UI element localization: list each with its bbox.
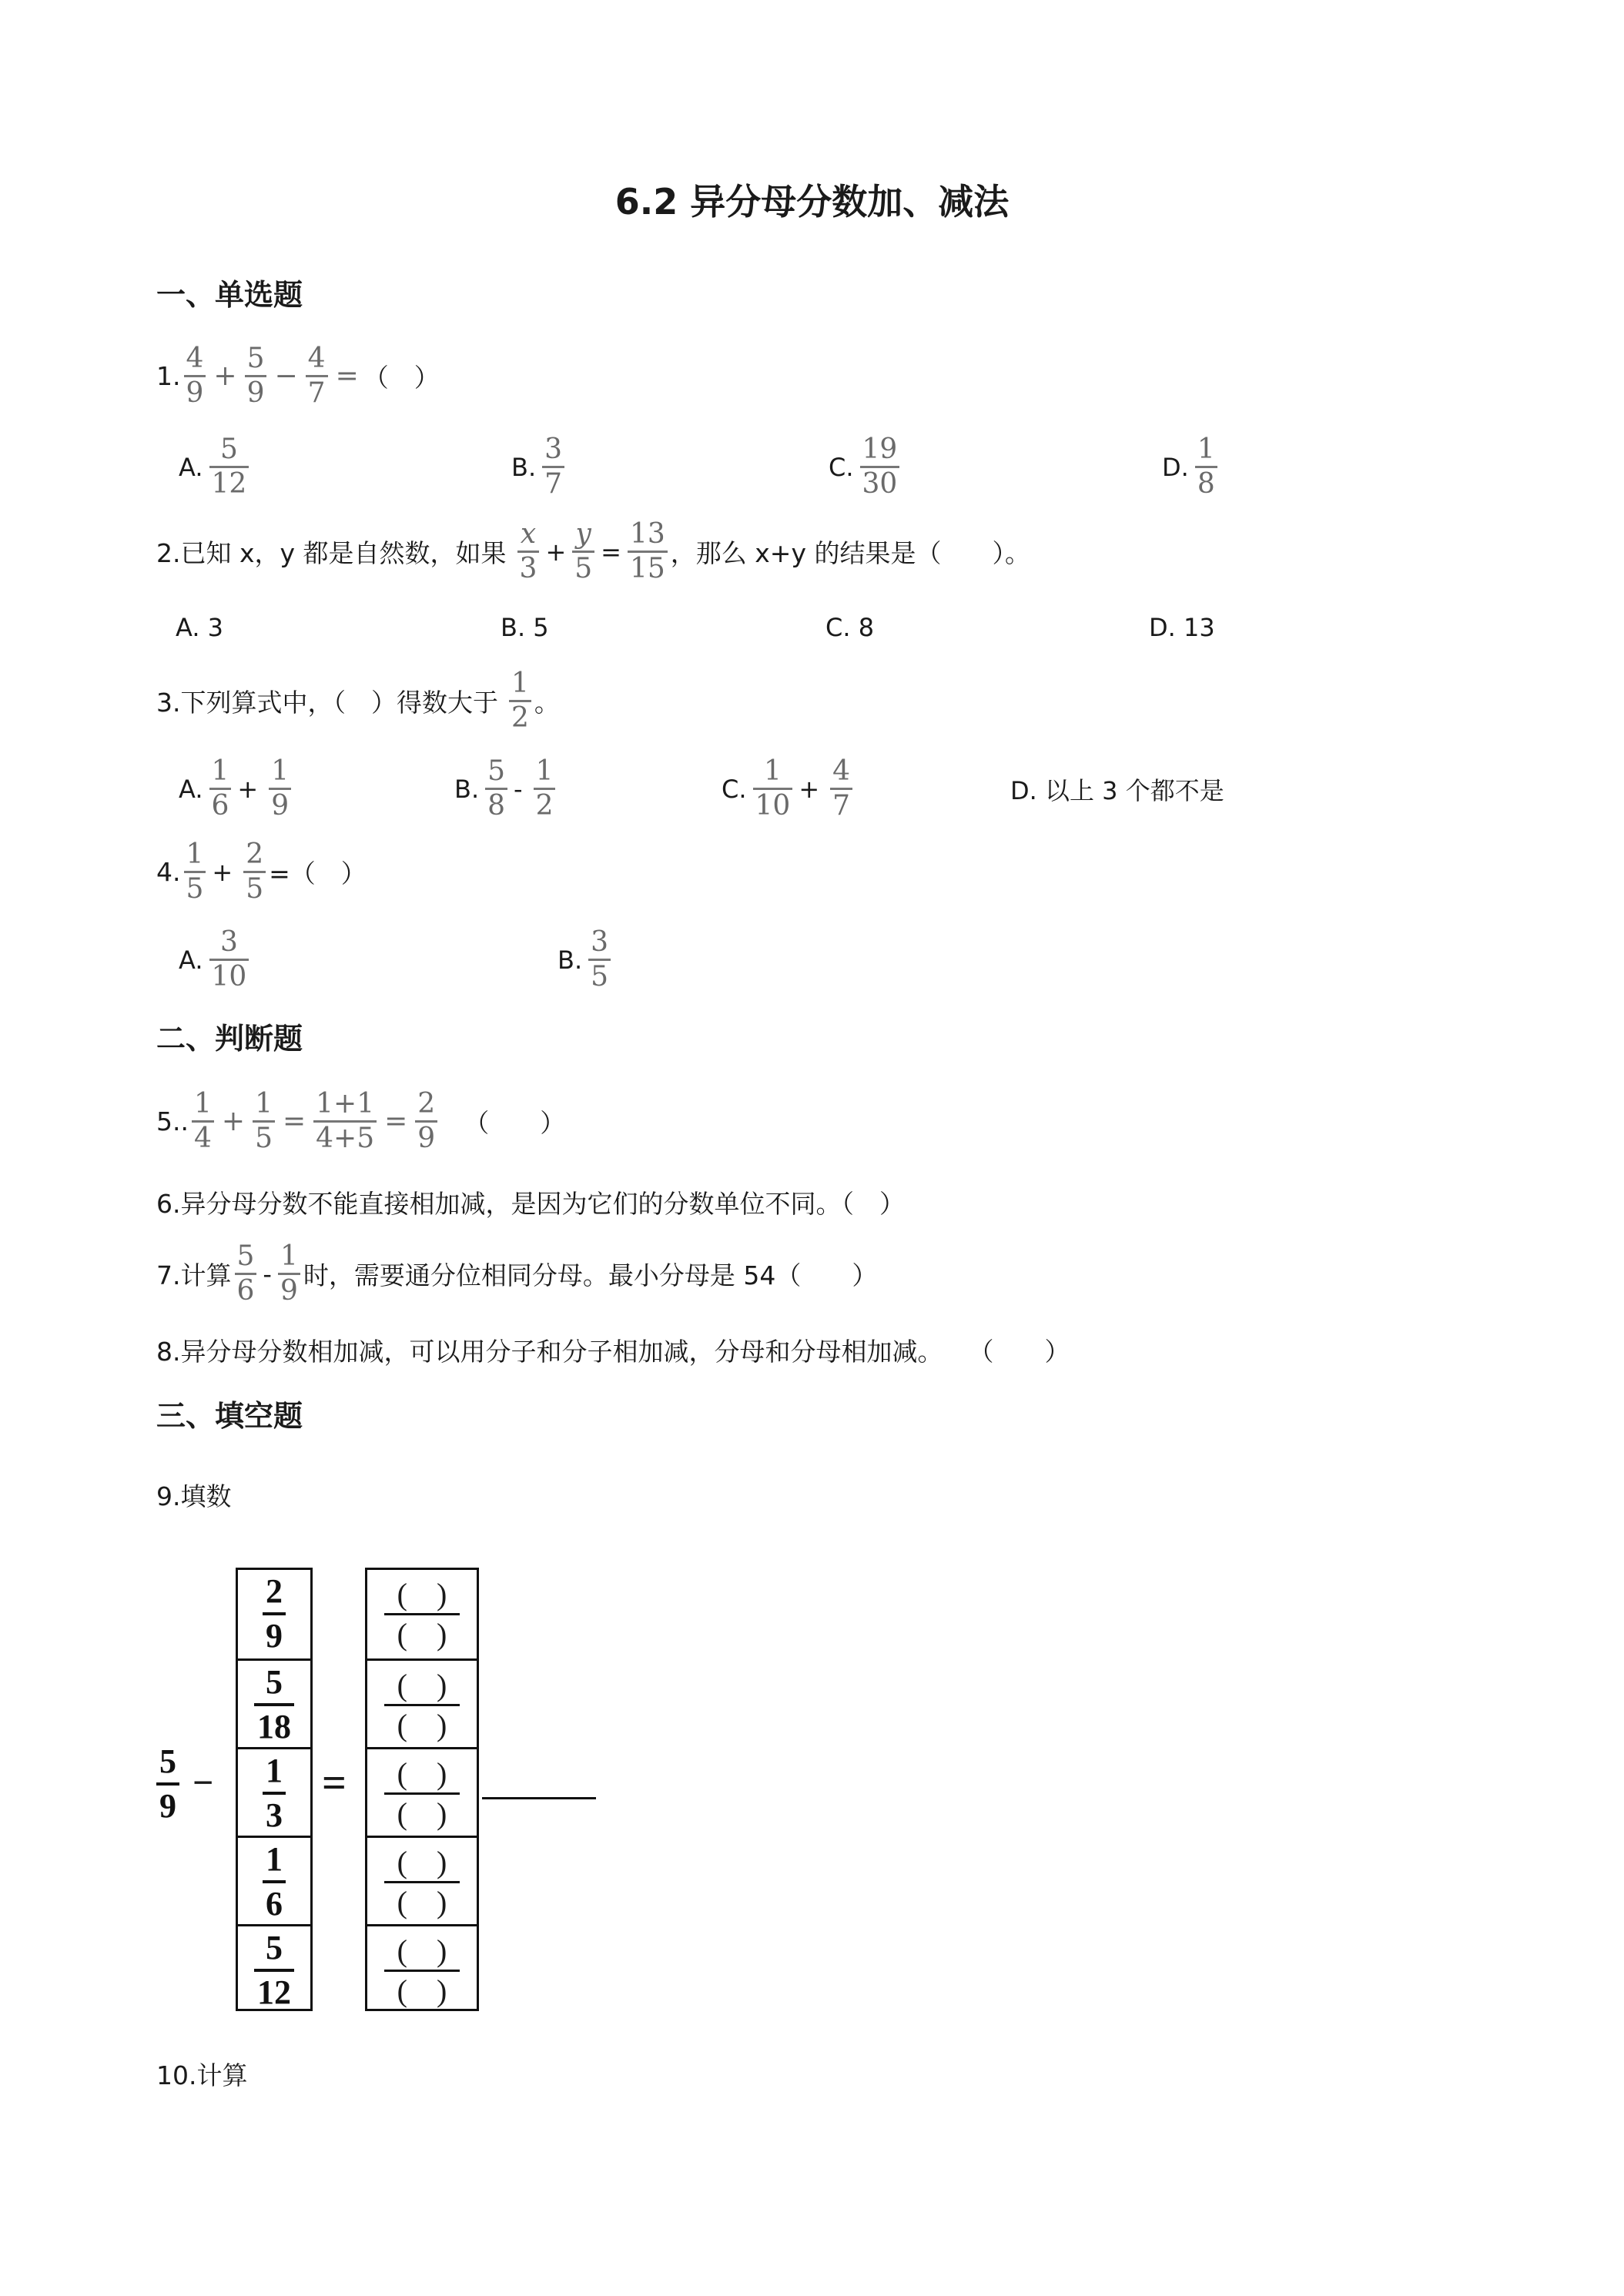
fraction: $\frac{3}{7}$ [542, 436, 564, 498]
minus-sign: − [193, 1762, 214, 1803]
answer-cell[interactable] [367, 1658, 477, 1747]
answer-denominator-blank[interactable]: () [397, 1885, 477, 1919]
subtrahend-fraction: $\frac{2}{9}$ [238, 1575, 310, 1653]
fraction: $\frac{1}{4}$ [192, 1090, 214, 1153]
fraction-bar [384, 1970, 460, 1972]
operator: + [799, 774, 820, 804]
operator: = [335, 360, 359, 392]
option-label: D. [1162, 452, 1189, 482]
option-c[interactable]: C. 8 [825, 613, 875, 642]
option-label: B. [454, 774, 480, 804]
answer-numerator-blank[interactable]: () [397, 1845, 477, 1879]
fraction: $\frac{1}{5}$ [184, 841, 206, 903]
answer-column [365, 1568, 479, 2011]
answer-blank: =（ ） [269, 858, 367, 889]
page-title: 6.2 异分母分数加、减法 [614, 181, 1010, 223]
question-8: 8.异分母分数相加减，可以用分子和分子相加减，分母和分母相加减。 （ ） [156, 1337, 1070, 1367]
operator: − [274, 360, 298, 392]
option-d[interactable]: D. 13 [1149, 613, 1215, 642]
fraction: $\frac{4}{7}$ [830, 758, 852, 820]
option-label: A. [179, 945, 203, 975]
fraction: $\frac{2}{5}$ [243, 841, 266, 903]
question-number: 4. [156, 857, 181, 887]
fraction: $\frac{y}{5}$ [572, 520, 594, 583]
subtrahend-cell [238, 1924, 310, 2011]
question-text: 2.已知 x，y 都是自然数，如果 [156, 538, 507, 568]
section-heading-single-choice: 一、单选题 [156, 278, 303, 312]
option-a[interactable] [176, 433, 252, 500]
question-number: 5.. [156, 1106, 189, 1136]
answer-numerator-blank[interactable]: () [397, 1577, 477, 1612]
answer-cell[interactable] [367, 1836, 477, 1924]
question-1 [156, 345, 440, 407]
fraction: $\frac{2}{9}$ [415, 1090, 437, 1153]
minuend-fraction: $\frac{5}{9}$ [156, 1745, 179, 1823]
subtrahend-fraction: $\frac{5}{18}$ [238, 1665, 310, 1744]
fraction: $\frac{1}{2}$ [534, 758, 556, 820]
equals-sign: = [322, 1759, 347, 1807]
operator: - [263, 1259, 272, 1289]
option-b[interactable]: B. 5 [501, 613, 549, 642]
operator: + [213, 360, 237, 392]
fraction: $\frac{1}{6}$ [209, 758, 232, 820]
option-label: C. [722, 774, 747, 804]
fraction: $\frac{1}{9}$ [269, 758, 291, 820]
answer-cell[interactable] [367, 1924, 477, 2011]
fraction-bar [384, 1613, 460, 1615]
fraction-bar [384, 1792, 460, 1795]
fraction: $\frac{5}{12}$ [209, 436, 249, 498]
subtrahend-fraction: $\frac{5}{12}$ [238, 1931, 310, 2010]
question-text: 。 [534, 688, 560, 718]
fraction: $\frac{3}{10}$ [209, 929, 249, 991]
section-heading-true-false: 二、判断题 [156, 1022, 303, 1056]
operator: + [237, 774, 259, 804]
fraction: $\frac{x}{3}$ [517, 520, 540, 583]
option-a[interactable]: A. 3 [176, 613, 224, 642]
fraction: $\frac{3}{5}$ [588, 929, 611, 991]
option-a[interactable] [176, 755, 294, 822]
operator: + [212, 857, 233, 887]
question-10: 10.计算 [156, 2060, 248, 2090]
fraction: $\frac{5}{8}$ [485, 758, 507, 820]
operator: = [384, 1106, 408, 1137]
answer-blank: （ ） [363, 363, 440, 393]
option-label: A. [179, 774, 203, 804]
fraction: $\frac{1+1}{4+5}$ [313, 1090, 377, 1153]
operator: = [282, 1106, 306, 1137]
fraction-bar [384, 1881, 460, 1883]
question-9: 9.填数 [156, 1481, 232, 1511]
subtrahend-fraction: $\frac{1}{3}$ [238, 1754, 310, 1832]
fraction: $\frac{4}{9}$ [184, 345, 206, 407]
answer-denominator-blank[interactable]: () [397, 1708, 477, 1742]
fraction: $\frac{1}{2}$ [509, 670, 531, 732]
answer-underline[interactable] [482, 1797, 596, 1799]
option-a[interactable] [176, 926, 252, 992]
fraction: $\frac{1}{5}$ [253, 1090, 275, 1153]
fraction: $\frac{4}{7}$ [306, 345, 328, 407]
option-b[interactable] [451, 755, 558, 822]
question-text: ，那么 x+y 的结果是（ ）。 [670, 538, 1030, 568]
subtrahend-cell [238, 1570, 310, 1658]
subtrahend-column [236, 1568, 313, 2011]
option-b[interactable] [554, 926, 614, 992]
answer-cell[interactable] [367, 1570, 477, 1658]
answer-numerator-blank[interactable]: () [397, 1668, 477, 1702]
question-text: 3.下列算式中，（ ）得数大于 [156, 688, 498, 718]
option-label: B. [511, 452, 537, 482]
answer-cell[interactable] [367, 1747, 477, 1836]
fraction: $\frac{13}{15}$ [628, 520, 668, 583]
question-4 [156, 838, 367, 905]
operator: - [514, 774, 523, 804]
operator: = [601, 537, 621, 567]
question-2 [156, 520, 1030, 583]
question-3 [156, 670, 560, 732]
option-label: A. [179, 452, 203, 482]
option-c[interactable] [718, 755, 856, 822]
fraction: $\frac{1}{10}$ [753, 758, 793, 820]
subtrahend-cell [238, 1747, 310, 1836]
fraction: $\frac{1}{8}$ [1195, 436, 1217, 498]
fraction: $\frac{5}{6}$ [235, 1243, 257, 1305]
operator: + [221, 1106, 246, 1137]
option-d[interactable]: D. 以上 3 个都不是 [1010, 776, 1224, 805]
fraction-bar [384, 1704, 460, 1706]
question-text: 7.计算 [156, 1260, 232, 1290]
operator: + [545, 537, 567, 567]
answer-numerator-blank[interactable]: () [397, 1933, 477, 1968]
option-c[interactable] [825, 433, 902, 500]
question-number: 1. [156, 361, 181, 391]
option-d[interactable] [1159, 433, 1221, 500]
question-6: 6.异分母分数不能直接相加减，是因为它们的分数单位不同。（ ） [156, 1189, 905, 1219]
section-heading-fill-in: 三、填空题 [156, 1399, 303, 1433]
answer-denominator-blank[interactable]: () [397, 1973, 477, 2008]
question-7 [156, 1240, 878, 1307]
answer-denominator-blank[interactable]: () [397, 1617, 477, 1652]
answer-denominator-blank[interactable]: () [397, 1796, 477, 1831]
option-label: C. [829, 452, 854, 482]
subtrahend-cell [238, 1658, 310, 1747]
fraction: $\frac{19}{30}$ [860, 436, 900, 498]
fraction: $\frac{1}{9}$ [278, 1243, 300, 1305]
subtrahend-cell [238, 1836, 310, 1924]
question-text: 时，需要通分位相同分母。最小分母是 54（ ） [303, 1260, 878, 1290]
fraction: $\frac{5}{9}$ [245, 345, 267, 407]
answer-numerator-blank[interactable]: () [397, 1756, 477, 1791]
option-label: B. [558, 945, 583, 975]
subtrahend-fraction: $\frac{1}{6}$ [238, 1842, 310, 1921]
question-5 [156, 1090, 565, 1153]
answer-blank: （ ） [464, 1108, 566, 1138]
option-b[interactable] [508, 433, 568, 500]
